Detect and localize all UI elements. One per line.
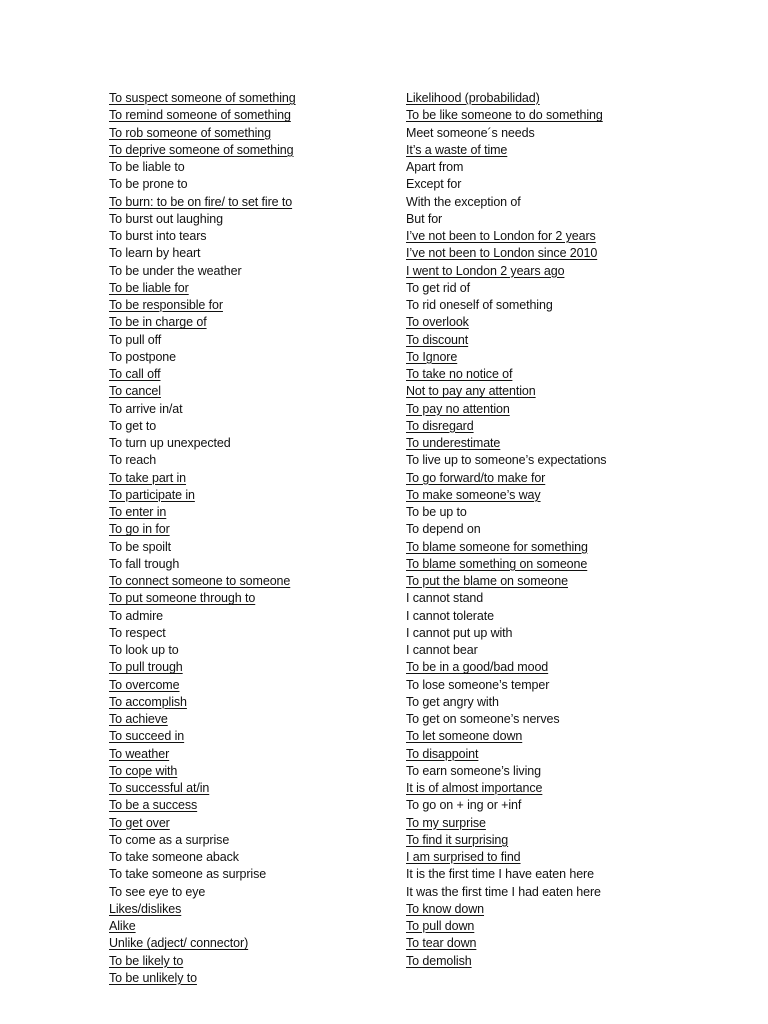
phrase-line [406, 521, 736, 538]
phrase-text: To pull off [109, 332, 162, 347]
phrase-line [406, 711, 736, 728]
phrase-text: It is of almost importance [406, 781, 543, 795]
phrase-line [109, 539, 389, 556]
phrase-text: But for [406, 211, 443, 226]
phrase-line [406, 452, 736, 469]
phrase-line [406, 815, 736, 832]
phrase-text: To tear down [406, 936, 477, 951]
phrase-text: To pull down [406, 919, 475, 933]
phrase-line [109, 194, 389, 211]
phrase-line [109, 263, 389, 280]
phrase-line [406, 401, 736, 418]
phrase-text: To pay no attention [406, 401, 510, 416]
phrase-text: To be in a good/bad mood [406, 660, 549, 675]
phrase-line [406, 590, 736, 607]
phrase-text: To turn up unexpected [109, 436, 231, 450]
phrase-text: To go in for [109, 522, 170, 537]
phrase-line [109, 953, 389, 970]
phrase-text: I’ve not been to London for 2 years [406, 229, 596, 243]
phrase-line [406, 194, 736, 211]
phrase-text: To go forward/to make for [406, 470, 546, 485]
phrase-text: To get rid of [406, 280, 471, 295]
phrase-text: To disregard [406, 418, 474, 433]
phrase-line [109, 659, 389, 676]
phrase-line [406, 245, 736, 262]
phrase-line [109, 642, 389, 659]
phrase-line [109, 901, 389, 918]
phrase-line [109, 366, 389, 383]
phrase-line [109, 142, 389, 159]
phrase-text: Likes/dislikes [109, 901, 182, 916]
phrase-text: It was the first time I had eaten here [406, 884, 601, 899]
phrase-line [406, 90, 736, 107]
phrase-line [406, 780, 736, 797]
phrase-line [406, 625, 736, 642]
phrase-text: To burst into tears [109, 229, 207, 243]
phrase-line [406, 556, 736, 573]
phrase-text: To participate in [109, 487, 195, 502]
phrase-line [109, 159, 389, 176]
phrase-text: To learn by heart [109, 246, 201, 261]
phrase-line [109, 728, 389, 745]
phrase-text: I am surprised to find [406, 850, 521, 864]
phrase-line [406, 728, 736, 745]
phrase-line [406, 349, 736, 366]
phrase-line [109, 866, 389, 883]
phrase-text: To cope with [109, 763, 178, 778]
phrase-line [406, 159, 736, 176]
phrase-line [109, 590, 389, 607]
phrase-text: With the exception of [406, 194, 521, 209]
phrase-text: To take someone aback [109, 850, 239, 864]
phrase-text: To put the blame on someone [406, 574, 568, 588]
phrase-line [406, 263, 736, 280]
phrase-line [406, 659, 736, 676]
phrase-text: To find it surprising [406, 832, 509, 847]
phrase-line [109, 211, 389, 228]
phrase-text: To disappoint [406, 746, 479, 761]
phrase-text: To be liable for [109, 280, 189, 295]
phrase-text: To put someone through to [109, 591, 256, 606]
phrase-line [406, 435, 736, 452]
phrase-line [406, 539, 736, 556]
phrase-text: Meet someone´s needs [406, 125, 535, 140]
phrase-line [109, 435, 389, 452]
phrase-line [109, 677, 389, 694]
left-phrase-column [109, 90, 389, 987]
phrase-line [109, 608, 389, 625]
phrase-line [109, 884, 389, 901]
phrase-line [109, 107, 389, 124]
phrase-text: To take no notice of [406, 367, 513, 381]
phrase-text: To make someone’s way [406, 487, 541, 502]
phrase-text: To look up to [109, 643, 179, 657]
phrase-text: To call off [109, 367, 161, 381]
phrase-text: It’s a waste of time [406, 142, 508, 157]
phrase-text: To underestimate [406, 436, 501, 450]
phrase-line [109, 625, 389, 642]
phrase-line [109, 297, 389, 314]
phrase-text: To get on someone’s nerves [406, 712, 560, 726]
phrase-line [406, 383, 736, 400]
phrase-line [406, 677, 736, 694]
phrase-line [109, 401, 389, 418]
phrase-text: To blame something on someone [406, 556, 588, 571]
phrase-line [109, 918, 389, 935]
phrase-text: Apart from [406, 160, 464, 174]
phrase-text: To be like someone to do something [406, 108, 603, 123]
phrase-text: I cannot put up with [406, 625, 513, 640]
phrase-text: To be spoilt [109, 539, 172, 554]
right-phrase-column [406, 90, 736, 970]
phrase-line [406, 280, 736, 297]
phrase-line [109, 780, 389, 797]
phrase-line [109, 521, 389, 538]
phrase-line [109, 746, 389, 763]
phrase-text: To demolish [406, 953, 472, 968]
phrase-text: To get to [109, 418, 157, 433]
phrase-line [406, 332, 736, 349]
phrase-line [109, 763, 389, 780]
phrase-line [109, 349, 389, 366]
phrase-line [109, 245, 389, 262]
phrase-text: To know down [406, 901, 485, 916]
phrase-line [406, 211, 736, 228]
phrase-line [406, 935, 736, 952]
phrase-text: To admire [109, 608, 163, 623]
phrase-text: To blame someone for something [406, 539, 588, 554]
phrase-line [109, 815, 389, 832]
phrase-text: To live up to someone’s expectations [406, 453, 607, 468]
phrase-text: To be up to [406, 505, 467, 519]
phrase-text: To be prone to [109, 177, 188, 192]
phrase-text: To fall trough [109, 556, 180, 571]
phrase-line [406, 763, 736, 780]
phrase-line [109, 970, 389, 987]
phrase-text: To remind someone of something [109, 108, 291, 123]
phrase-line [406, 832, 736, 849]
phrase-text: To get over [109, 815, 170, 830]
phrase-text: Unlike (adject/ connector) [109, 936, 249, 951]
phrase-text: To be liable to [109, 160, 185, 174]
phrase-line [406, 573, 736, 590]
phrase-line [406, 470, 736, 487]
phrase-text: I cannot bear [406, 643, 478, 657]
phrase-line [109, 470, 389, 487]
phrase-line [109, 125, 389, 142]
phrase-line [109, 504, 389, 521]
phrase-text: To suspect someone of something [109, 91, 296, 105]
phrase-text: Except for [406, 177, 462, 192]
phrase-text: Likelihood (probabilidad) [406, 91, 540, 105]
phrase-line [406, 849, 736, 866]
phrase-text: To earn someone’s living [406, 763, 541, 778]
phrase-text: To postpone [109, 349, 177, 364]
phrase-text: To achieve [109, 712, 168, 726]
phrase-line [406, 866, 736, 883]
phrase-line [406, 125, 736, 142]
phrase-text: To be unlikely to [109, 970, 197, 985]
phrase-line [109, 694, 389, 711]
phrase-line [109, 383, 389, 400]
phrase-text: I cannot stand [406, 591, 484, 606]
phrase-line [406, 901, 736, 918]
phrase-text: It is the first time I have eaten here [406, 867, 594, 882]
phrase-text: To be likely to [109, 953, 184, 968]
phrase-line [406, 366, 736, 383]
phrase-line [109, 849, 389, 866]
phrase-text: Alike [109, 919, 136, 933]
phrase-text: To get angry with [406, 694, 499, 709]
phrase-line [109, 418, 389, 435]
phrase-text: To successful at/in [109, 781, 210, 795]
phrase-line [109, 797, 389, 814]
phrase-line [406, 694, 736, 711]
phrase-line [109, 832, 389, 849]
phrase-line [406, 746, 736, 763]
phrase-text: To lose someone’s temper [406, 677, 550, 692]
phrase-line [406, 608, 736, 625]
phrase-line [406, 228, 736, 245]
phrase-line [109, 176, 389, 193]
phrase-text: To be under the weather [109, 263, 242, 278]
phrase-line [406, 176, 736, 193]
phrase-text: To rob someone of something [109, 125, 271, 140]
phrase-text: To be responsible for [109, 298, 223, 312]
phrase-text: To arrive in/at [109, 401, 183, 416]
phrase-text: To accomplish [109, 694, 187, 709]
phrase-text: To see eye to eye [109, 884, 206, 899]
phrase-line [406, 297, 736, 314]
phrase-text: I’ve not been to London since 2010 [406, 246, 598, 261]
phrase-line [109, 280, 389, 297]
phrase-text: To overcome [109, 677, 180, 692]
phrase-text: To cancel [109, 384, 161, 399]
phrase-line [109, 90, 389, 107]
phrase-text: To pull trough [109, 660, 183, 675]
phrase-line [109, 935, 389, 952]
phrase-line [109, 573, 389, 590]
phrase-text: To respect [109, 625, 166, 640]
phrase-line [406, 884, 736, 901]
phrase-text: To be a success [109, 798, 198, 813]
phrase-text: To go on + ing or +inf [406, 798, 522, 813]
phrase-line [406, 918, 736, 935]
phrase-line [406, 642, 736, 659]
phrase-text: To overlook [406, 315, 469, 330]
phrase-text: To let someone down [406, 729, 523, 744]
phrase-text: To depend on [406, 522, 481, 537]
phrase-line [109, 711, 389, 728]
phrase-text: I went to London 2 years ago [406, 263, 565, 278]
phrase-line [406, 418, 736, 435]
phrase-text: Not to pay any attention [406, 384, 536, 399]
phrase-text: To succeed in [109, 729, 185, 744]
phrase-text: I cannot tolerate [406, 608, 494, 623]
phrase-text: To reach [109, 453, 157, 468]
phrase-line [406, 107, 736, 124]
phrase-line [406, 953, 736, 970]
phrase-line [109, 228, 389, 245]
phrase-line [109, 556, 389, 573]
phrase-text: To enter in [109, 505, 167, 519]
phrase-line [406, 487, 736, 504]
phrase-line [109, 452, 389, 469]
phrase-text: To take part in [109, 470, 187, 485]
phrase-line [109, 332, 389, 349]
phrase-text: To my surprise [406, 815, 486, 830]
phrase-text: To weather [109, 746, 170, 761]
phrase-text: To take someone as surprise [109, 867, 267, 882]
phrase-text: To rid oneself of something [406, 298, 553, 312]
phrase-text: To connect someone to someone [109, 574, 291, 588]
phrase-text: To burst out laughing [109, 211, 223, 226]
phrase-line [109, 314, 389, 331]
phrase-text: To burn: to be on fire/ to set fire to [109, 194, 293, 209]
phrase-text: To Ignore [406, 349, 458, 364]
phrase-line [109, 487, 389, 504]
phrase-line [406, 314, 736, 331]
phrase-text: To be in charge of [109, 315, 207, 330]
phrase-line [406, 504, 736, 521]
phrase-text: To deprive someone of something [109, 142, 294, 157]
phrase-line [406, 142, 736, 159]
phrase-text: To come as a surprise [109, 832, 230, 847]
phrase-text: To discount [406, 332, 469, 347]
phrase-line [406, 797, 736, 814]
